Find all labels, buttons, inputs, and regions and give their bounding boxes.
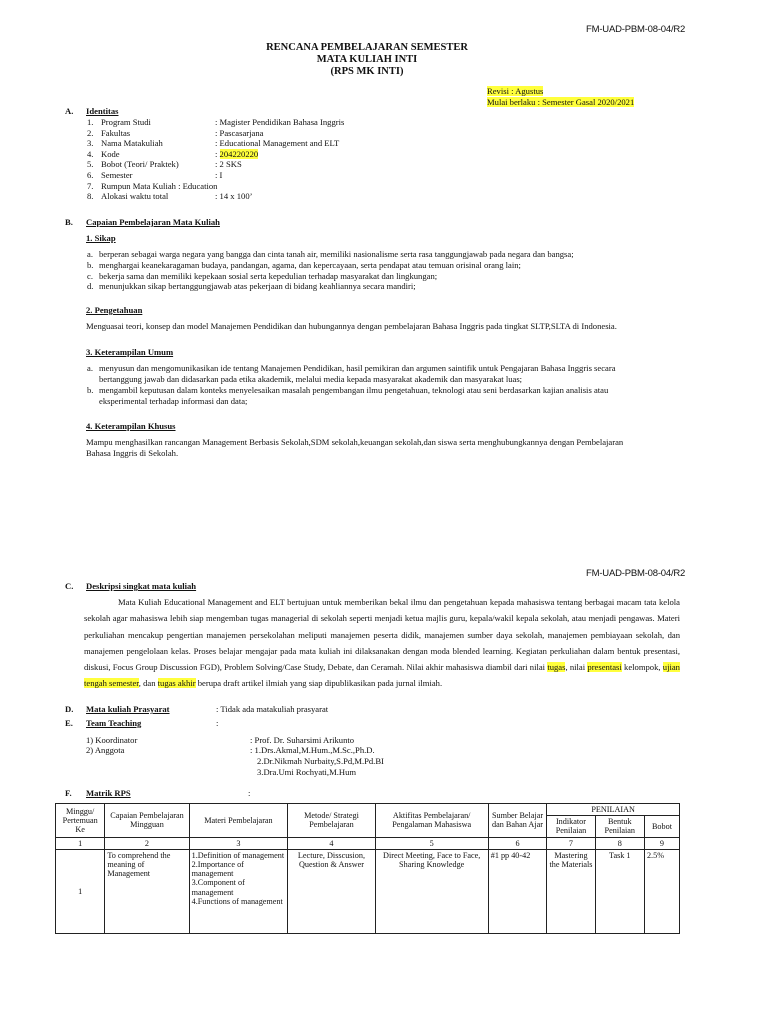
identitas-label: Semester <box>101 170 133 180</box>
section-d-letter: D. <box>65 704 74 714</box>
section-c-letter: C. <box>65 581 74 591</box>
materi-item: 1.Definition of management <box>191 850 285 860</box>
identitas-number: 3. <box>87 138 94 149</box>
cell-metode: Lecture, Disscusion, Question & Answer <box>288 849 375 933</box>
th-aktifitas: Aktifitas Pembelajaran/ Pengalaman Mahasiswa <box>375 804 488 838</box>
col-number: 1 <box>56 837 105 849</box>
koordinator-value: : Prof. Dr. Suharsimi Arikunto <box>250 735 355 745</box>
th-sumber: Sumber Belajar dan Bahan Ajar <box>488 804 547 838</box>
identitas-value: : I <box>215 170 223 180</box>
identitas-label: Rumpun Mata Kuliah : Education <box>101 180 218 191</box>
col-number: 9 <box>644 837 679 849</box>
th-minggu: Minggu/ Pertemuan Ke <box>56 804 105 838</box>
section-e-title: Team Teaching <box>86 718 142 728</box>
khusus-text-1: Mampu menghasilkan rancangan Management Berbasis Sekolah,SDM sekolah,keuangan sekolah,dan siswa serta menghubungkannya dengan Pembelajaran <box>86 437 624 447</box>
section-f-letter: F. <box>65 788 72 798</box>
kode-highlight: 204220220 <box>219 148 259 159</box>
section-e-letter: E. <box>65 718 73 728</box>
cell-bentuk: Task 1 <box>595 849 644 933</box>
cell-bobot: 2.5% <box>644 849 679 933</box>
section-c-title: Deskripsi singkat mata kuliah <box>86 581 197 591</box>
section-b-title: Capaian Pembelajaran Mata Kuliah <box>86 217 220 227</box>
keterampilan-khusus-title: 4. Keterampilan Khusus <box>86 421 176 431</box>
table-header-row <box>56 804 680 816</box>
pengetahuan-title: 2. Pengetahuan <box>86 305 143 315</box>
form-code: FM-UAD-PBM-08-04/R2 <box>586 24 686 35</box>
table-number-row <box>56 837 680 849</box>
keterampilan-umum-title: 3. Keterampilan Umum <box>86 347 174 357</box>
section-b-letter: B. <box>65 217 73 227</box>
col-number: 3 <box>189 837 288 849</box>
th-capaian: Capaian Pembelajaran Mingguan <box>105 804 189 838</box>
doc-title-1: RENCANA PEMBELAJARAN SEMESTER <box>266 42 468 53</box>
th-bobot: Bobot <box>644 816 679 837</box>
identitas-label: Bobot (Teori/ Praktek) <box>101 159 179 170</box>
identitas-value: : 2 SKS <box>215 159 242 170</box>
identitas-value: : Educational Management and ELT <box>215 138 340 149</box>
cell-indikator: Mastering the Materials <box>547 849 595 933</box>
doc-title-3: (RPS MK INTI) <box>330 66 404 77</box>
col-number: 5 <box>375 837 488 849</box>
identitas-label: Alokasi waktu total <box>101 191 169 202</box>
section-f-title: Matrik RPS <box>86 788 131 798</box>
khusus-text-2: Bahasa Inggris di Sekolah. <box>86 448 179 458</box>
identitas-number: 5. <box>87 159 94 170</box>
section-a-letter: A. <box>65 106 74 116</box>
course-description: Mata Kuliah Educational Management and ELT bertujuan untuk memberikan bekal ilmu dan pengetahuan kepada mahasiswa tentang berbagai macam tata kelola sekolah agar mahasiswa lebih siap mengemban tugas managerial di sekolah seperti menjadi ketua majlis guru, kepala/wakil kepala sekolah, atau menjadi pengawas. Materi perkuliahan mencakup pengertian manajemen persekolahan meliputi manajemen peserta didik, manajemen sumber daya sekolah, manajemen pembiayaan sekolah, dan manajemen pengelolaan kelas. Proses belajar mengajar pada mata kuliah ini dilaksanakan dengan moda blended learning. Kegiatan perkuliahan dalam bentuk presentasi, diskusi, Focus Group Discussion FGD), Problem Solving/Case Study, Debate, dan Ceramah. Nilai akhir mahasiswa diambil dari nilai tugas, nilai presentasi kelompok, ujian tengah semester, dan tugas akhir berupa draft artikel ilmiah yang siap dipublikasikan pada jurnal ilmiah. <box>84 597 680 689</box>
identitas-label: Nama Matakuliah <box>101 138 163 149</box>
mulai-berlaku-text: Mulai berlaku : Semester Gasal 2020/2021 <box>487 97 635 107</box>
identitas-label: Program Studi <box>101 117 151 127</box>
cell-materi <box>189 849 288 933</box>
identitas-value: : 204220220 <box>215 148 259 159</box>
section-d-title: Mata kuliah Prasyarat <box>86 704 170 714</box>
section-f-colon: : <box>248 788 251 798</box>
anggota-2: 2.Dr.Nikmah Nurbaity,S.Pd,M.Pd.BI <box>257 756 384 766</box>
identitas-value: : 14 x 100’ <box>215 191 253 202</box>
anggota-1: : 1.Drs.Akmal,M.Hum.,M.Sc.,Ph.D. <box>250 745 375 755</box>
identitas-number: 8. <box>87 191 94 202</box>
cell-capaian: To comprehend the meaning of Management <box>105 849 189 933</box>
section-e-colon: : <box>216 718 219 728</box>
cell-sumber: #1 pp 40-42 <box>488 849 547 933</box>
col-number: 8 <box>595 837 644 849</box>
th-penilaian: PENILAIAN <box>547 804 680 816</box>
cell-aktifitas: Direct Meeting, Face to Face, Sharing Knowledge <box>375 849 488 933</box>
identitas-label: Kode <box>101 148 120 159</box>
identitas-number: 7. <box>87 180 94 191</box>
materi-item: 2.Importance of management <box>191 860 244 879</box>
th-indikator: Indikator Penilaian <box>547 816 595 837</box>
anggota-label: 2) Anggota <box>86 745 125 755</box>
sikap-title: 1. Sikap <box>86 233 116 243</box>
doc-title-2: MATA KULIAH INTI <box>316 54 418 65</box>
identitas-value: : Pascasarjana <box>215 127 264 138</box>
cell-minggu: 1 <box>56 849 105 933</box>
th-metode: Metode/ Strategi Pembelajaran <box>288 804 375 838</box>
col-number: 6 <box>488 837 547 849</box>
materi-item: 4.Functions of management <box>191 896 283 906</box>
identitas-label: Fakultas <box>101 127 131 138</box>
materi-item: 3.Component of management <box>191 878 245 897</box>
identitas-value: : Magister Pendidikan Bahasa Inggris <box>215 117 345 127</box>
pengetahuan-text: Menguasai teori, konsep dan model Manajemen Pendidikan dan hubungannya dengan pembelajaran Bahasa Inggris pada tingkat SLTP,SLTA di Indonesia. <box>86 321 617 331</box>
koordinator-label: 1) Koordinator <box>86 735 138 745</box>
identitas-number: 4. <box>87 148 94 159</box>
rps-matrix-table <box>55 803 680 934</box>
anggota-3: 3.Dra.Umi Rochyati,M.Hum <box>257 767 357 777</box>
identitas-number: 6. <box>87 170 94 180</box>
col-number: 4 <box>288 837 375 849</box>
col-number: 7 <box>547 837 595 849</box>
th-materi: Materi Pembelajaran <box>189 804 288 838</box>
section-d-value: : Tidak ada matakuliah prasyarat <box>216 704 329 714</box>
identitas-number: 2. <box>87 127 94 138</box>
identitas-number: 1. <box>87 117 94 127</box>
table-row <box>56 849 680 933</box>
section-a-title: Identitas <box>86 106 119 116</box>
revisi-text: Revisi : Agustus <box>487 86 544 96</box>
th-bentuk: Bentuk Penilaian <box>595 816 644 837</box>
col-number: 2 <box>105 837 189 849</box>
form-code-2: FM-UAD-PBM-08-04/R2 <box>586 568 686 579</box>
